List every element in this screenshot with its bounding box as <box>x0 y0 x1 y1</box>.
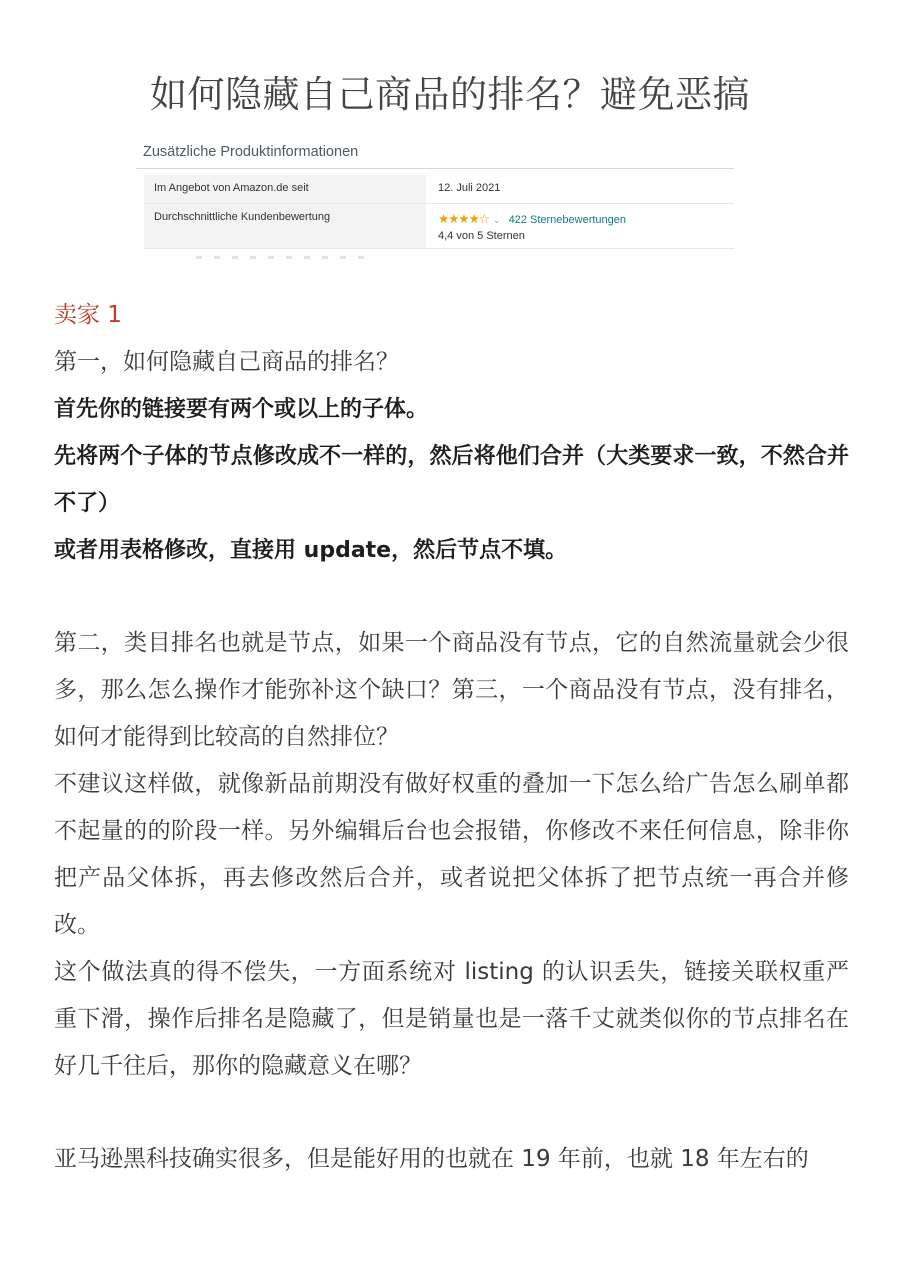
bold-step-1: 首先你的链接要有两个或以上的子体。 <box>54 397 429 422</box>
table-row <box>144 175 734 204</box>
spacer <box>54 574 849 620</box>
row-label: Durchschnittliche Kundenbewertung <box>144 204 426 248</box>
row-label: Im Angebot von Amazon.de seit <box>144 175 426 203</box>
chevron-down-icon: ⌄ <box>493 215 501 225</box>
rating-cell <box>426 204 734 248</box>
rating-text: 4,4 von 5 Sternen <box>438 230 525 242</box>
amazon-product-info-screenshot <box>136 138 736 260</box>
paragraph-2: 第二，类目排名也就是节点，如果一个商品没有节点，它的自然流量就会少很多，那么怎么操作才能弥补这个缺口？第三，一个商品没有节点，没有排名，如何才能得到比较高的自然排位？ <box>54 630 849 750</box>
ratings-count-link: 422 Sternebewertungen <box>508 214 627 226</box>
table-row <box>144 204 734 249</box>
spacer <box>54 1090 849 1136</box>
article-body <box>54 292 849 1183</box>
product-info-heading: Zusätzliche Produktinformationen <box>143 144 359 160</box>
paragraph-4: 这个做法真的得不偿失，一方面系统对 listing 的认识丢失，链接关联权重严重下滑，操作后排名是隐藏了，但是销量也是一落千丈就类似你的节点排名在好几千往后，那你的隐藏意义在哪？ <box>54 959 849 1079</box>
product-info-table <box>144 175 734 249</box>
divider <box>136 168 734 169</box>
bold-step-3: 或者用表格修改，直接用 update，然后节点不填。 <box>54 538 568 563</box>
question-1: 第一，如何隐藏自己商品的排名？ <box>54 349 399 375</box>
star-rating-icon: ★★★★☆ <box>438 212 490 226</box>
seller-label: 卖家 1 <box>54 302 122 328</box>
bold-step-2: 先将两个子体的节点修改成不一样的，然后将他们合并（大类要求一致，不然合并不了） <box>54 444 849 516</box>
cropped-text-remnant <box>196 256 376 259</box>
page-title: 如何隐藏自己商品的排名？避免恶搞 <box>150 73 750 116</box>
paragraph-5: 亚马逊黑科技确实很多，但是能好用的也就在 19 年前，也就 18 年左右的 <box>54 1146 809 1172</box>
row-value: 12. Juli 2021 <box>438 182 501 194</box>
paragraph-3: 不建议这样做，就像新品前期没有做好权重的叠加一下怎么给广告怎么刷单都不起量的的阶段一样。另外编辑后台也会报错，你修改不来任何信息，除非你把产品父体拆，再去修改然后合并，或者说把父体拆了把节点统一再合并修改。 <box>54 771 849 938</box>
